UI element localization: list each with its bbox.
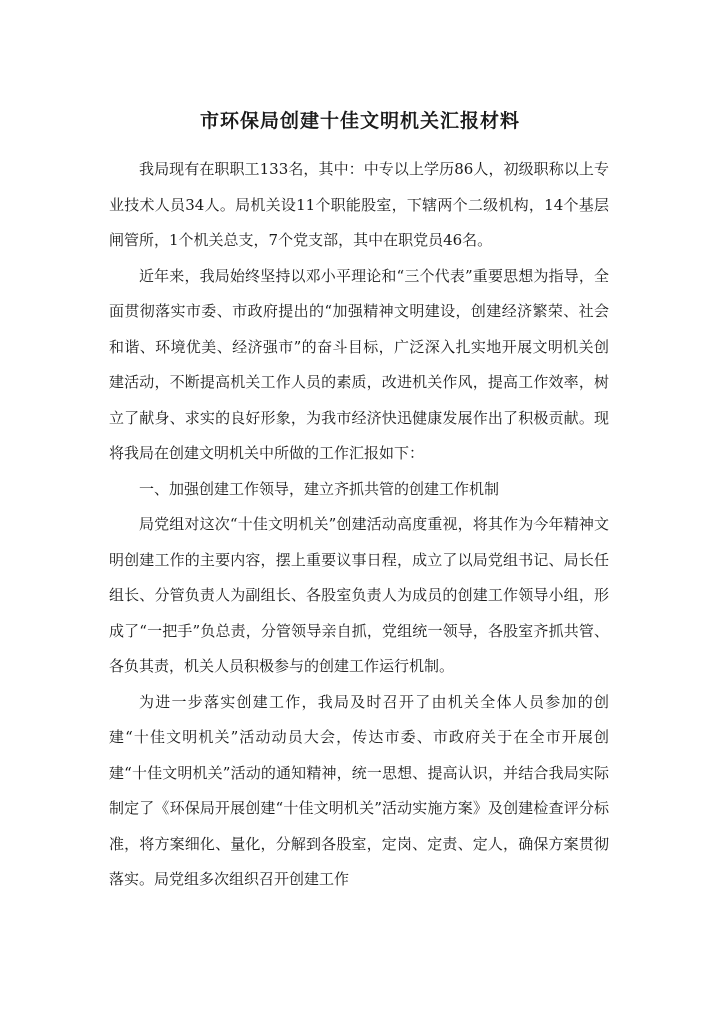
paragraph-introduction: 近年来，我局始终坚持以邓小平理论和“三个代表”重要思想为指导，全面贯彻落实市委、市政府提出的“加强精神文明建设，创建经济繁荣、社会和谐、环境优美、经济强市”的奋斗目标，广泛深入扎实地开展文明机关创建活动，不断提高机关工作人员的素质，改进机关作风，提高工作效率，树立了献身、求实的良好形象，为我市经济快迅健康发展作出了积极贡献。现将我局在创建文明机关中所做的工作汇报如下： bbox=[109, 266, 609, 462]
paragraph-staff-overview: 我局现有在职职工133名，其中：中专以上学历86人，初级职称以上专业技术人员34人。局机关设11个职能股室，下辖两个二级机构，14个基层闸管所，1个机关总支，7个党支部，其中在职党员46名。 bbox=[109, 160, 609, 249]
document-title: 市环保局创建十佳文明机关汇报材料 bbox=[199, 110, 520, 132]
section-heading-1: 一、加强创建工作领导，建立齐抓共管的创建工作机制 bbox=[139, 479, 500, 498]
paragraph-implementation: 为进一步落实创建工作，我局及时召开了由机关全体人员参加的创建“十佳文明机关”活动动员大会，传达市委、市政府关于在全市开展创建“十佳文明机关”活动的通知精神，统一思想、提高认识，并结合我局实际制定了《环保局开展创建“十佳文明机关”活动实施方案》及创建检查评分标准，将方案细化、量化，分解到各股室，定岗、定责、定人，确保方案贯彻落实。局党组多次组织召开创建工作 bbox=[109, 692, 609, 888]
paragraph-leadership: 局党组对这次“十佳文明机关”创建活动高度重视，将其作为今年精神文明创建工作的主要内容，摆上重要议事日程，成立了以局党组书记、局长任组长、分管负责人为副组长、各股室负责人为成员的创建工作领导小组，形成了“一把手”负总责，分管领导亲自抓，党组统一领导，各股室齐抓共管、各负其责，机关人员积极参与的创建工作运行机制。 bbox=[109, 515, 609, 675]
document-body bbox=[109, 152, 609, 898]
